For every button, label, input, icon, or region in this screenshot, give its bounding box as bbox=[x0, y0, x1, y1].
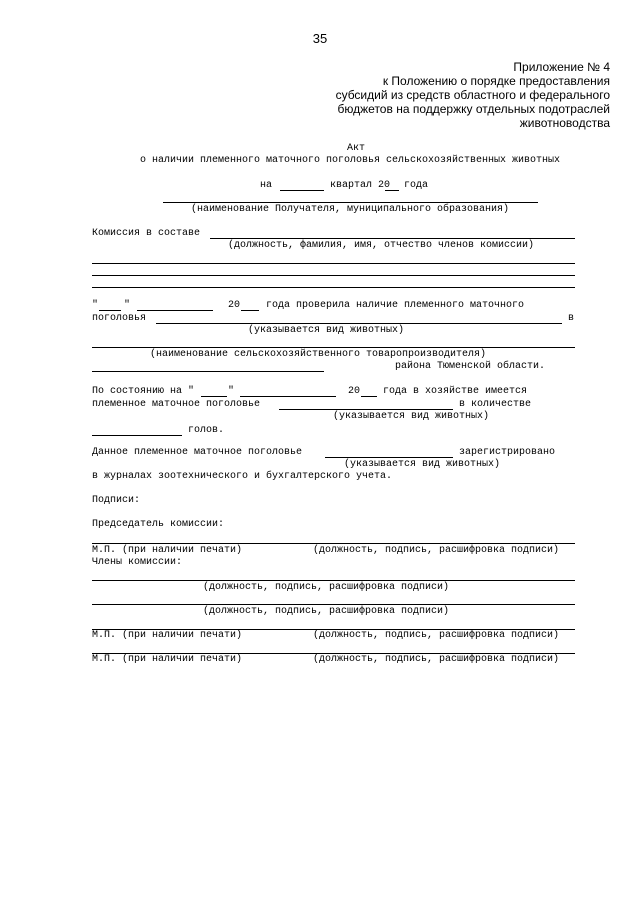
commission-field[interactable] bbox=[210, 238, 575, 239]
registration-prefix: Данное племенное маточное поголовье bbox=[92, 447, 303, 458]
check-animal-field[interactable] bbox=[156, 323, 562, 324]
region-field[interactable] bbox=[92, 371, 324, 372]
chairman-sign-caption: (должность, подпись, расшифровка подписи) bbox=[313, 545, 560, 556]
member-3-sign-caption: (должность, подпись, расшифровка подписи) bbox=[313, 630, 560, 641]
region-text: района Тюменской области. bbox=[395, 361, 546, 372]
registration-animal-caption: (указывается вид животных) bbox=[344, 459, 501, 470]
state-quote-close: " bbox=[228, 386, 235, 397]
member-1-sign-field[interactable] bbox=[92, 580, 575, 581]
commission-line-2[interactable] bbox=[92, 263, 575, 264]
check-day-field[interactable] bbox=[99, 310, 121, 311]
act-subtitle: о наличии племенного маточного поголовья сельскохозяйственных животных bbox=[139, 155, 561, 166]
period-suffix: года bbox=[404, 180, 429, 191]
check-year-prefix: 20 bbox=[228, 300, 241, 311]
producer-caption: (наименование сельскохозяйственного товаропроизводителя) bbox=[150, 349, 487, 360]
appendix-line-4: бюджетов на поддержку отдельных подотраслей bbox=[337, 102, 610, 116]
state-year-field[interactable] bbox=[361, 396, 377, 397]
recipient-field[interactable] bbox=[163, 202, 538, 203]
commission-label: Комиссия в составе bbox=[92, 228, 201, 239]
member-3-stamp: М.П. (при наличии печати) bbox=[92, 630, 243, 641]
period-prefix: на bbox=[260, 180, 273, 191]
recipient-caption: (наименование Получателя, муниципального образования) bbox=[190, 204, 510, 215]
member-2-sign-field[interactable] bbox=[92, 604, 575, 605]
commission-caption: (должность, фамилия, имя, отчество членов комиссии) bbox=[228, 240, 535, 251]
registration-journals: в журналах зоотехнического и бухгалтерского учета. bbox=[92, 471, 393, 482]
check-quote-open: " bbox=[92, 300, 99, 311]
check-livestock-label: поголовья bbox=[92, 313, 147, 324]
members-label: Члены комиссии: bbox=[92, 557, 183, 568]
signatures-label: Подписи: bbox=[92, 495, 141, 506]
state-month-field[interactable] bbox=[240, 396, 336, 397]
check-livestock-suffix: в bbox=[568, 313, 575, 324]
appendix-line-5: животноводства bbox=[519, 116, 610, 130]
chairman-label: Председатель комиссии: bbox=[92, 519, 225, 530]
check-quote-close: " bbox=[124, 300, 131, 311]
state-quantity-text: в количестве bbox=[459, 399, 532, 410]
state-day-field[interactable] bbox=[201, 396, 227, 397]
act-title: Акт bbox=[346, 143, 365, 154]
registration-registered: зарегистрировано bbox=[459, 447, 556, 458]
appendix-line-2: к Положению о порядке предоставления bbox=[382, 74, 610, 88]
state-heads-field[interactable] bbox=[92, 435, 182, 436]
period-quarter-field[interactable] bbox=[280, 190, 324, 191]
state-animal-caption: (указывается вид животных) bbox=[333, 411, 490, 422]
state-herd-label: племенное маточное поголовье bbox=[92, 399, 261, 410]
state-prefix: По состоянию на " bbox=[92, 386, 195, 397]
commission-line-4[interactable] bbox=[92, 287, 575, 288]
appendix-line-3: субсидий из средств областного и федерального bbox=[335, 88, 610, 102]
period-mid: квартал 20 bbox=[330, 180, 391, 191]
producer-field[interactable] bbox=[92, 347, 575, 348]
appendix-header bbox=[250, 60, 610, 130]
state-text: года в хозяйстве имеется bbox=[383, 386, 528, 397]
member-4-stamp: М.П. (при наличии печати) bbox=[92, 654, 243, 665]
member-4-sign-caption: (должность, подпись, расшифровка подписи) bbox=[313, 654, 560, 665]
page-number: 35 bbox=[312, 31, 328, 46]
member-1-sign-caption: (должность, подпись, расшифровка подписи) bbox=[203, 582, 450, 593]
registration-animal-field[interactable] bbox=[325, 457, 453, 458]
check-month-field[interactable] bbox=[137, 310, 213, 311]
chairman-stamp: М.П. (при наличии печати) bbox=[92, 545, 243, 556]
state-heads-text: голов. bbox=[188, 425, 225, 436]
state-year-prefix: 20 bbox=[348, 386, 361, 397]
member-2-sign-caption: (должность, подпись, расшифровка подписи) bbox=[203, 606, 450, 617]
state-animal-field[interactable] bbox=[279, 409, 453, 410]
chairman-sign-field[interactable] bbox=[92, 543, 575, 544]
check-year-field[interactable] bbox=[241, 310, 259, 311]
check-animal-caption: (указывается вид животных) bbox=[248, 325, 405, 336]
period-year-field[interactable] bbox=[385, 190, 399, 191]
appendix-line-1: Приложение № 4 bbox=[513, 60, 610, 74]
check-text: года проверила наличие племенного маточного bbox=[266, 300, 525, 311]
commission-line-3[interactable] bbox=[92, 275, 575, 276]
